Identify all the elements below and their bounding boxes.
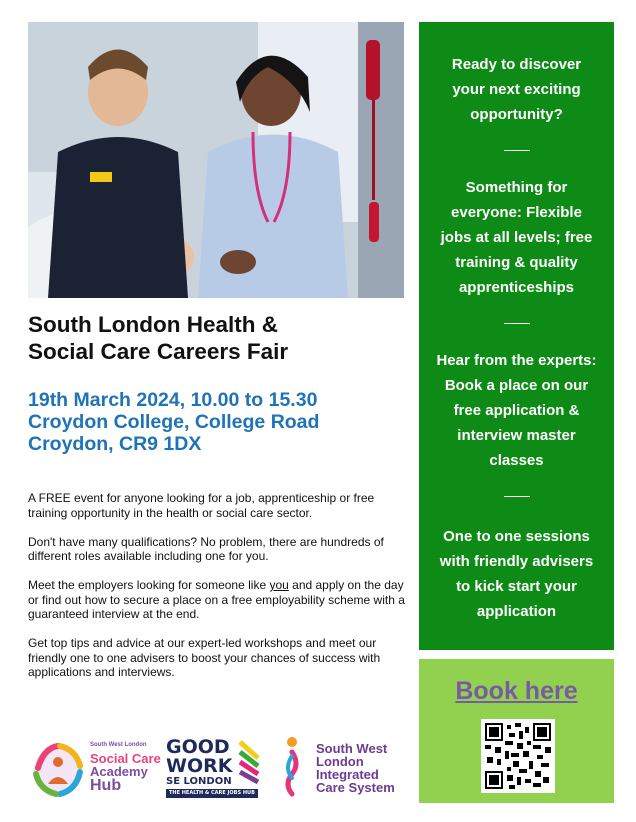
paragraph-qualifications: Don't have many qualifications? No problem, there are hundreds of different roles available including one for you.: [28, 534, 384, 563]
highlight-line: free application &: [453, 402, 580, 419]
nurses-illustration: [28, 22, 404, 298]
divider: [504, 496, 530, 497]
good-work-tagline: THE HEALTH & CARE JOBS HUB: [166, 789, 258, 798]
highlight-line: with friendly advisers: [439, 553, 594, 570]
title-line-2: Social Care Careers Fair: [28, 339, 289, 364]
event-description: [28, 491, 416, 694]
ics-line-1: South West: [316, 741, 388, 756]
paragraph-employers: [28, 578, 416, 622]
divider: [504, 323, 530, 324]
paragraph-workshops: Get top tips and advice at our expert-led workshops and meet our friendly one to one advisers to boost your chances of success with applications and interviews.: [28, 636, 381, 679]
booking-panel: [419, 659, 614, 803]
good-work-line-3: SE LONDON: [166, 776, 232, 787]
hero-photo: [28, 22, 404, 298]
event-details: [28, 389, 408, 455]
ics-wordmark: [316, 742, 395, 794]
good-work-chevron-icon: [238, 738, 264, 788]
good-work-line-1: GOOD: [166, 736, 230, 758]
paragraph-free-event: A FREE event for anyone looking for a job, apprenticeship or free training opportunity in the health or social care sector.: [28, 491, 375, 520]
event-venue-line-1: Croydon College, College Road: [28, 411, 320, 433]
qr-code-icon: [485, 723, 551, 789]
academy-hub-logo: [30, 738, 161, 802]
highlight-line: opportunity?: [470, 106, 563, 123]
academy-hub-region: South West London: [90, 742, 147, 748]
highlight-experts: [419, 348, 614, 473]
highlight-line: jobs at all levels; free: [440, 229, 593, 246]
ics-line-4: Care System: [316, 780, 395, 795]
highlight-line: application: [476, 603, 557, 620]
highlight-line: to kick start your: [456, 578, 577, 595]
highlight-discover: [419, 52, 614, 127]
highlight-line: classes: [489, 452, 544, 469]
ics-line-3: Integrated: [316, 767, 379, 782]
paragraph-employers-start: Meet the employers looking for someone like: [28, 578, 270, 592]
highlight-line: apprenticeships: [458, 279, 575, 296]
emphasis-you: you: [269, 578, 289, 592]
hands-circle-icon: [30, 740, 86, 800]
event-venue-line-2: Croydon, CR9 1DX: [28, 433, 202, 455]
qr-code[interactable]: [481, 719, 555, 793]
highlight-line: everyone: Flexible: [451, 204, 582, 221]
academy-hub-line-2: Academy: [90, 764, 148, 779]
paragraph-employers-end: and apply on the day or find out how to secure a place on a free employability scheme with a guaranteed interview at the end.: [28, 578, 405, 621]
good-work-logo: [166, 738, 266, 800]
highlights-panel: [419, 22, 614, 650]
title-line-1: South London Health &: [28, 312, 278, 337]
divider: [504, 150, 530, 151]
event-title: [28, 311, 408, 365]
highlight-line: Ready to discover: [451, 56, 582, 73]
good-work-line-2: WORK: [166, 755, 233, 777]
ics-figure-icon: [276, 734, 308, 800]
academy-hub-line-3: Hub: [90, 777, 122, 794]
event-date-time: 19th March 2024, 10.00 to 15.30: [28, 389, 318, 411]
highlight-line: your next exciting: [452, 81, 581, 98]
highlight-line: interview master: [457, 427, 576, 444]
ics-logo: [276, 732, 408, 802]
highlight-line: Something for: [465, 179, 568, 196]
ics-line-2: London: [316, 754, 364, 769]
highlight-line: training & quality: [455, 254, 578, 271]
book-here-link[interactable]: Book here: [455, 677, 578, 705]
highlight-line: One to one sessions: [443, 528, 590, 545]
academy-hub-line-1: Social Care: [90, 751, 161, 766]
highlight-line: Book a place on our: [444, 377, 589, 394]
highlight-line: Hear from the experts:: [436, 352, 597, 369]
highlight-one-to-one: [419, 524, 614, 624]
highlight-something-for-everyone: [419, 175, 614, 300]
